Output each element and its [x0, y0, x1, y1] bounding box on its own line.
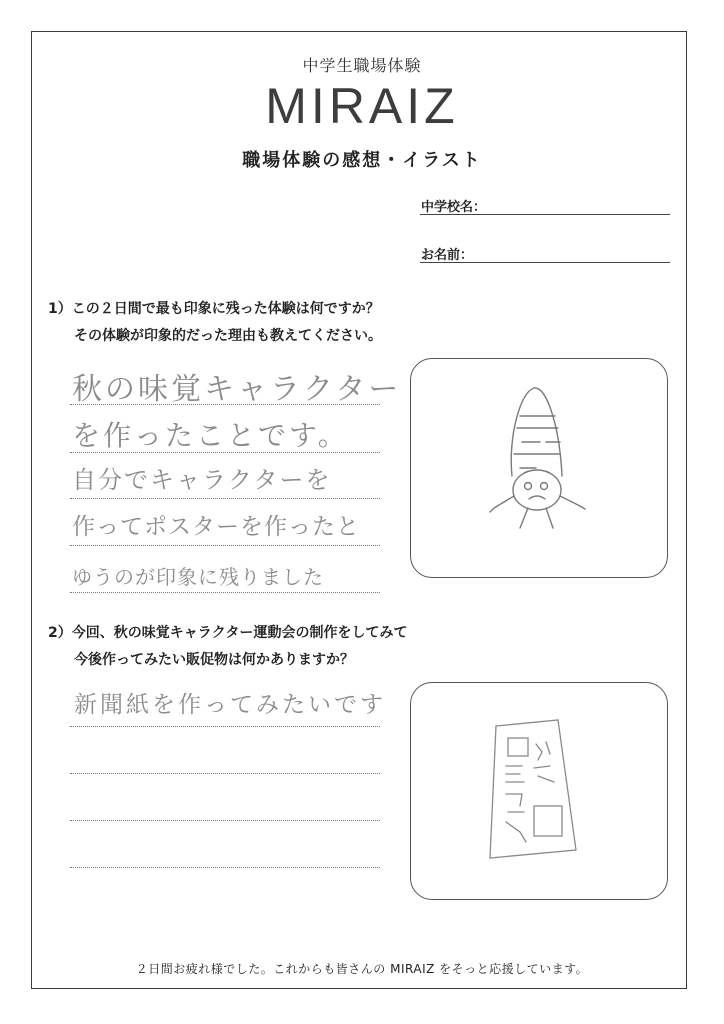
- newspaper-drawing: [410, 682, 668, 900]
- answer-2-line-1: [70, 726, 380, 727]
- form-subtitle: 中学生職場体験: [302, 56, 422, 75]
- question-2-line-2: 今後作ってみたい販促物は何かありますか？: [74, 652, 354, 668]
- question-2-line-1: 2）今回、秋の味覚キャラクター運動会の制作をしてみて: [48, 625, 408, 641]
- answer-1-text-3: 自分でキャラクターを: [72, 466, 332, 494]
- answer-1-text-5: ゆうのが印象に残りました: [72, 565, 324, 589]
- answer-2-line-4: [70, 867, 380, 868]
- answer-1-line-5: [70, 592, 380, 593]
- answer-2-line-3: [70, 820, 380, 821]
- answer-1-line-3: [70, 498, 380, 499]
- school-name-line[interactable]: [420, 214, 670, 215]
- question-1-line-1: 1）この２日間で最も印象に残った体験は何ですか？: [48, 301, 380, 317]
- bamboo-shoot-drawing: [410, 358, 668, 578]
- answer-2-text-1: 新聞紙を作ってみたいです: [74, 692, 386, 718]
- form-title: 職場体験の感想・イラスト: [242, 150, 482, 171]
- miraiz-logo: MIRAIZ: [265, 78, 459, 134]
- answer-1-line-4: [70, 545, 380, 546]
- answer-1-text-4: 作ってポスターを作ったと: [72, 514, 360, 540]
- answer-1-text-2: を作ったことです。: [72, 419, 349, 452]
- name-label: お名前：: [421, 248, 474, 263]
- footer-message: ２日間お疲れ様でした。これからも皆さんの MIRAIZ をそっと応援しています。: [135, 962, 589, 976]
- answer-2-line-2: [70, 773, 380, 774]
- question-1-line-2: その体験が印象的だった理由も教えてください。: [74, 328, 382, 344]
- answer-1-text-1: 秋の味覚キャラクター: [72, 372, 402, 407]
- name-line[interactable]: [420, 262, 670, 263]
- school-name-label: 中学校名：: [421, 200, 487, 215]
